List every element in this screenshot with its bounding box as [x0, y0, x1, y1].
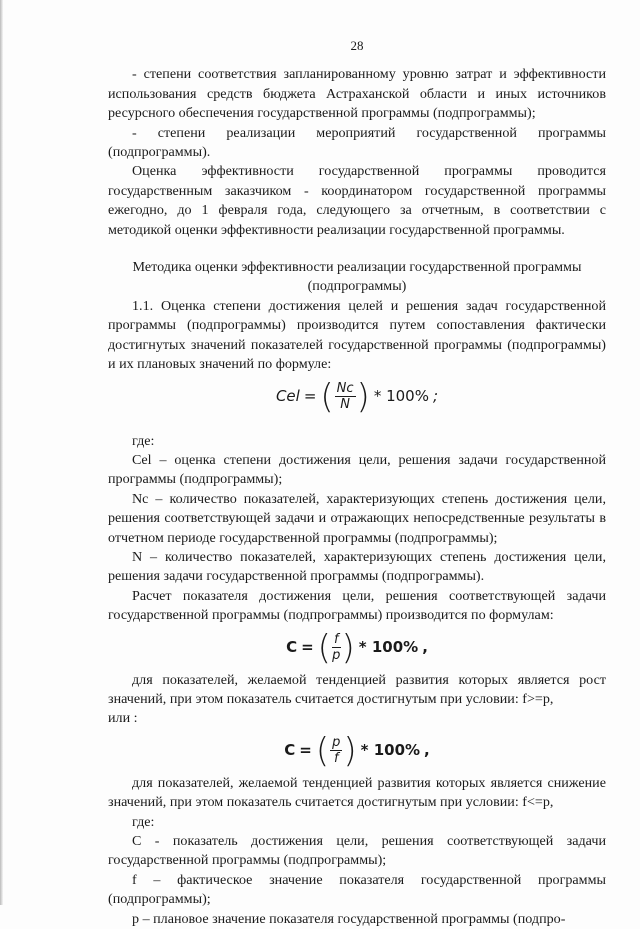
formula-c-decline-lhs: C — [284, 741, 296, 760]
formula-c-growth-numerator: f — [333, 632, 339, 648]
formula-c-growth-denominator: p — [332, 648, 341, 664]
formula-c-decline-end: , — [424, 741, 430, 760]
formula-cel-lhs: Cel — [275, 386, 300, 405]
formula-cel-rhs: * 100% — [373, 386, 429, 405]
intro-paragraph-1: - степени соответствия запланированному уровню затрат и эффективности использования средств бюджета Астраханской области и иных источников ресурсного обеспечения государственной программы (подпрограммы); — [108, 66, 606, 122]
formula-c-growth-fraction — [332, 632, 341, 663]
formula-c-growth — [108, 629, 606, 667]
formula-c-growth-lhs: C — [286, 637, 298, 656]
formula-c-decline — [108, 732, 606, 770]
section-1-1-paragraph: 1.1. Оценка степени достижения целей и решения задач государственной программы (подпрограммы) производится путем сопоставления фактически достигнутых значений показателей государственной программы (подпрограммы) и их плановых значений по формуле: — [108, 297, 606, 373]
paren-close-icon: ) — [343, 730, 357, 771]
formula-c-decline-numerator: p — [332, 735, 341, 751]
definition-nc: Nc – количество показателей, характеризующих степень достижения цели, решения соответствующей задачи и отражающих непосредственные результаты в отчетном периоде государственной программы (подпрограммы); — [108, 490, 606, 546]
formula-c-decline-fraction — [330, 735, 342, 766]
formula-spacer — [108, 420, 606, 432]
definition-cel: Cel – оценка степени достижения цели, решения задачи государственной программы (подпрограммы); — [108, 451, 606, 488]
definition-n: N – количество показателей, характеризующих степень достижения цели, решения задачи государственной программы (подпрограммы). — [108, 548, 606, 585]
formula-c-decline-eq: = — [299, 741, 312, 760]
formula-cel — [108, 378, 606, 416]
formula-c-decline-rhs: * 100% — [360, 741, 421, 760]
intro-paragraph-3: Оценка эффективности государственной программы проводится государственным заказчиком - координатором государственной программы ежегодно, до 1 февраля года, следующего за отчетным, в соответствии с методикой оценки эффективности реализации государственной программы. — [108, 163, 606, 238]
paren-open-icon: ( — [320, 376, 334, 417]
section-gap — [108, 240, 606, 258]
where-label-1: где: — [132, 432, 155, 449]
formula-c-growth-eq: = — [301, 637, 314, 656]
scan-edge — [0, 0, 3, 905]
or-label: или : — [108, 710, 138, 727]
formula-cel-eq: = — [303, 386, 317, 405]
section-heading: Методика оценки эффективности реализации государственной программы (подпрограммы) — [132, 259, 582, 295]
decline-condition-paragraph: для показателей, желаемой тенденцией развития которых является снижение значений, при этом показатель считается достигнутым при условии: f<=p, — [108, 774, 606, 811]
paren-open-icon: ( — [317, 627, 331, 668]
formula-cel-end: ; — [432, 386, 439, 405]
page-number: 28 — [350, 38, 364, 53]
definition-p: р – плановое значение показателя государственной программы (подпро- — [132, 910, 566, 927]
formula-cel-fraction — [335, 381, 356, 412]
formula-cel-numerator: Nc — [336, 381, 354, 396]
formula-c-growth-rhs: * 100% — [358, 637, 419, 656]
formula-c-growth-end: , — [422, 637, 428, 656]
paren-close-icon: ) — [341, 627, 355, 668]
where-label-2: где: — [132, 813, 155, 830]
definition-c: С - показатель достижения цели, решения соответствующей задачи государственной программы (подпрограммы); — [108, 833, 606, 869]
growth-condition-paragraph: для показателей, желаемой тенденцией развития которых является рост значений, при этом показатель считается достигнутым при условии: f>=p, — [108, 671, 606, 707]
paren-open-icon: ( — [315, 730, 330, 771]
formula-cel-denominator: N — [340, 397, 350, 412]
calc-paragraph: Расчет показателя достижения цели, решения соответствующей задачи государственной программы (подпрограммы) производится по формулам: — [108, 587, 606, 624]
document-page — [108, 36, 606, 929]
paren-close-icon: ) — [356, 376, 370, 417]
intro-paragraph-2: - степени реализации мероприятий государственной программы (подпрограммы). — [108, 124, 606, 161]
definition-f: f – фактическое значение показателя государственной программы (подпрограммы); — [108, 871, 606, 908]
formula-c-decline-denominator: f — [333, 751, 339, 767]
